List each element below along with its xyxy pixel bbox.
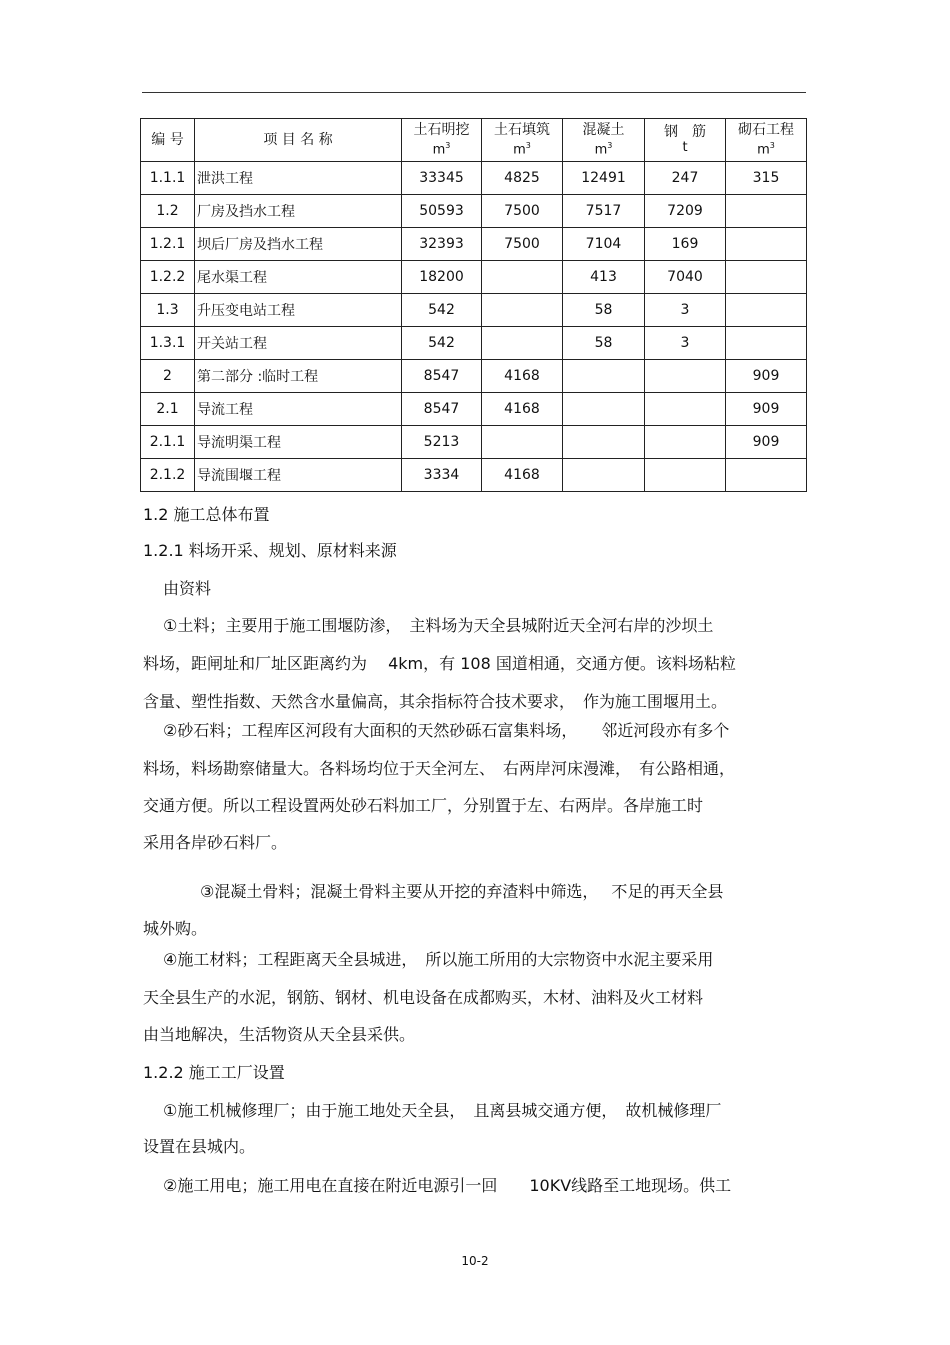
- table-row: [141, 459, 807, 492]
- column-unit: [726, 138, 806, 157]
- text-line: 1.2 施工总体布置: [143, 505, 270, 524]
- quantity-cell: 7104: [563, 228, 645, 261]
- quantity-cell: [482, 327, 563, 360]
- item-name-cell: 厂房及挡水工程: [195, 195, 402, 228]
- quantity-cell: [482, 426, 563, 459]
- column-header-label: 砌石工程: [738, 121, 794, 138]
- quantity-cell: 7209: [645, 195, 726, 228]
- quantity-cell: [726, 459, 807, 492]
- quantity-cell: 8547: [402, 360, 482, 393]
- item-number-cell: 1.2: [141, 195, 195, 228]
- table-row: [141, 195, 807, 228]
- item-number-cell: 2: [141, 360, 195, 393]
- quantity-cell: [726, 261, 807, 294]
- column-header: [563, 119, 645, 162]
- page-number: 10-2: [461, 1254, 489, 1268]
- quantity-cell: [563, 360, 645, 393]
- quantity-cell: 18200: [402, 261, 482, 294]
- quantity-cell: 909: [726, 426, 807, 459]
- column-header: [645, 119, 726, 162]
- quantity-cell: 4168: [482, 459, 563, 492]
- quantity-cell: 3334: [402, 459, 482, 492]
- text-line: 城外购。: [143, 919, 208, 938]
- table-row: [141, 327, 807, 360]
- column-header: [195, 119, 402, 162]
- header-rule: [142, 92, 806, 93]
- text-line: ②施工用电；施工用电在直接在附近电源引一回 10KV线路至工地现场。供工: [163, 1176, 732, 1195]
- column-header-label: 土石明挖: [413, 121, 470, 138]
- text-line: 由资料: [163, 579, 212, 598]
- quantity-cell: [645, 360, 726, 393]
- quantity-cell: 3: [645, 327, 726, 360]
- column-unit: [563, 138, 644, 157]
- column-header: [726, 119, 807, 162]
- column-header-label: 土石填筑: [494, 121, 550, 138]
- quantity-table: [140, 118, 807, 492]
- text-line: 料场，距闸址和厂址区距离约为 4km，有 108 国道相通，交通方便。该料场粘粒: [143, 654, 736, 673]
- table-row: [141, 393, 807, 426]
- item-name-cell: 尾水渠工程: [195, 261, 402, 294]
- quantity-cell: 413: [563, 261, 645, 294]
- text-line: 交通方便。所以工程设置两处砂石料加工厂，分别置于左、右两岸。各岸施工时: [143, 796, 704, 815]
- unit-exponent: 3: [525, 140, 531, 150]
- text-line: ①施工机械修理厂；由于施工地处天全县， 且离县城交通方便， 故机械修理厂: [163, 1101, 722, 1120]
- quantity-cell: 315: [726, 162, 807, 195]
- quantity-cell: 5213: [402, 426, 482, 459]
- unit-exponent: 3: [769, 140, 775, 150]
- quantity-cell: 8547: [402, 393, 482, 426]
- item-name-cell: 导流明渠工程: [195, 426, 402, 459]
- quantity-cell: 33345: [402, 162, 482, 195]
- text-line: ④施工材料；工程距离天全县城进， 所以施工所用的大宗物资中水泥主要采用: [163, 950, 714, 969]
- quantity-cell: 7500: [482, 228, 563, 261]
- unit-text: m: [432, 142, 446, 158]
- item-name-cell: 第二部分 :临时工程: [195, 360, 402, 393]
- quantity-cell: [726, 228, 807, 261]
- quantity-cell: [482, 294, 563, 327]
- table-row: [141, 228, 807, 261]
- quantity-cell: 50593: [402, 195, 482, 228]
- quantity-cell: 909: [726, 393, 807, 426]
- quantity-cell: 7500: [482, 195, 563, 228]
- table-body: [141, 162, 807, 492]
- table-row: [141, 261, 807, 294]
- table-row: [141, 360, 807, 393]
- quantity-cell: 4168: [482, 393, 563, 426]
- quantity-cell: [645, 393, 726, 426]
- column-header-label: 混凝土: [582, 121, 625, 138]
- column-header: [141, 119, 195, 162]
- text-line: 1.2.2 施工工厂设置: [143, 1063, 285, 1082]
- text-line: 1.2.1 料场开采、规划、原材料来源: [143, 541, 397, 560]
- item-name-cell: 泄洪工程: [195, 162, 402, 195]
- quantity-cell: 169: [645, 228, 726, 261]
- quantity-cell: [726, 195, 807, 228]
- table-row: [141, 162, 807, 195]
- text-line: ③混凝土骨料；混凝土骨料主要从开挖的弃渣料中筛选， 不足的再天全县: [200, 882, 724, 901]
- quantity-cell: 4825: [482, 162, 563, 195]
- column-header-label: 钢 筋: [664, 124, 706, 140]
- item-number-cell: 1.2.2: [141, 261, 195, 294]
- quantity-cell: 247: [645, 162, 726, 195]
- item-number-cell: 2.1: [141, 393, 195, 426]
- column-unit: [645, 140, 725, 155]
- quantity-cell: [563, 393, 645, 426]
- quantity-cell: 3: [645, 294, 726, 327]
- table-row: [141, 426, 807, 459]
- column-header: [482, 119, 563, 162]
- item-number-cell: 2.1.2: [141, 459, 195, 492]
- quantity-cell: 542: [402, 294, 482, 327]
- item-number-cell: 2.1.1: [141, 426, 195, 459]
- item-number-cell: 1.1.1: [141, 162, 195, 195]
- item-name-cell: 升压变电站工程: [195, 294, 402, 327]
- quantity-cell: 7040: [645, 261, 726, 294]
- item-name-cell: 导流围堰工程: [195, 459, 402, 492]
- text-line: 采用各岸砂石料厂。: [143, 833, 288, 852]
- column-header: [402, 119, 482, 162]
- text-line: 料场，料场勘察储量大。各料场均位于天全河左、 右两岸河床漫滩， 有公路相通，: [143, 759, 736, 778]
- unit-exponent: 3: [607, 140, 613, 150]
- text-line: ②砂石料；工程库区河段有大面积的天然砂砾石富集料场， 邻近河段亦有多个: [163, 721, 730, 740]
- column-unit: [482, 138, 562, 157]
- column-unit: [402, 138, 481, 157]
- quantity-cell: 7517: [563, 195, 645, 228]
- column-header-label: 编 号: [151, 131, 184, 148]
- item-number-cell: 1.3: [141, 294, 195, 327]
- quantity-cell: 4168: [482, 360, 563, 393]
- unit-text: m: [594, 142, 608, 158]
- item-number-cell: 1.2.1: [141, 228, 195, 261]
- unit-text: t: [682, 140, 688, 155]
- quantity-cell: [645, 426, 726, 459]
- unit-text: m: [757, 142, 770, 158]
- column-header-label: 项 目 名 称: [263, 131, 333, 148]
- quantity-cell: [645, 459, 726, 492]
- table-header-row: [141, 119, 807, 162]
- quantity-cell: [726, 294, 807, 327]
- unit-exponent: 3: [445, 140, 451, 150]
- quantity-cell: [482, 261, 563, 294]
- text-line: 含量、塑性指数、天然含水量偏高，其余指标符合技术要求， 作为施工围堰用土。: [143, 692, 728, 711]
- item-name-cell: 导流工程: [195, 393, 402, 426]
- text-line: 由当地解决，生活物资从天全县采供。: [143, 1025, 416, 1044]
- quantity-cell: 58: [563, 294, 645, 327]
- quantity-cell: [563, 459, 645, 492]
- quantity-cell: 12491: [563, 162, 645, 195]
- quantity-cell: 909: [726, 360, 807, 393]
- text-line: 天全县生产的水泥，钢筋、钢材、机电设备在成都购买，木材、油料及火工材料: [143, 988, 704, 1007]
- quantity-cell: 542: [402, 327, 482, 360]
- item-number-cell: 1.3.1: [141, 327, 195, 360]
- item-name-cell: 坝后厂房及挡水工程: [195, 228, 402, 261]
- item-name-cell: 开关站工程: [195, 327, 402, 360]
- table-row: [141, 294, 807, 327]
- quantity-cell: 58: [563, 327, 645, 360]
- quantity-cell: [726, 327, 807, 360]
- unit-text: m: [513, 142, 526, 158]
- quantity-cell: [563, 426, 645, 459]
- quantity-cell: 32393: [402, 228, 482, 261]
- text-line: 设置在县城内。: [143, 1137, 256, 1156]
- text-line: ①土料；主要用于施工围堰防渗， 主料场为天全县城附近天全河右岸的沙坝土: [163, 616, 714, 635]
